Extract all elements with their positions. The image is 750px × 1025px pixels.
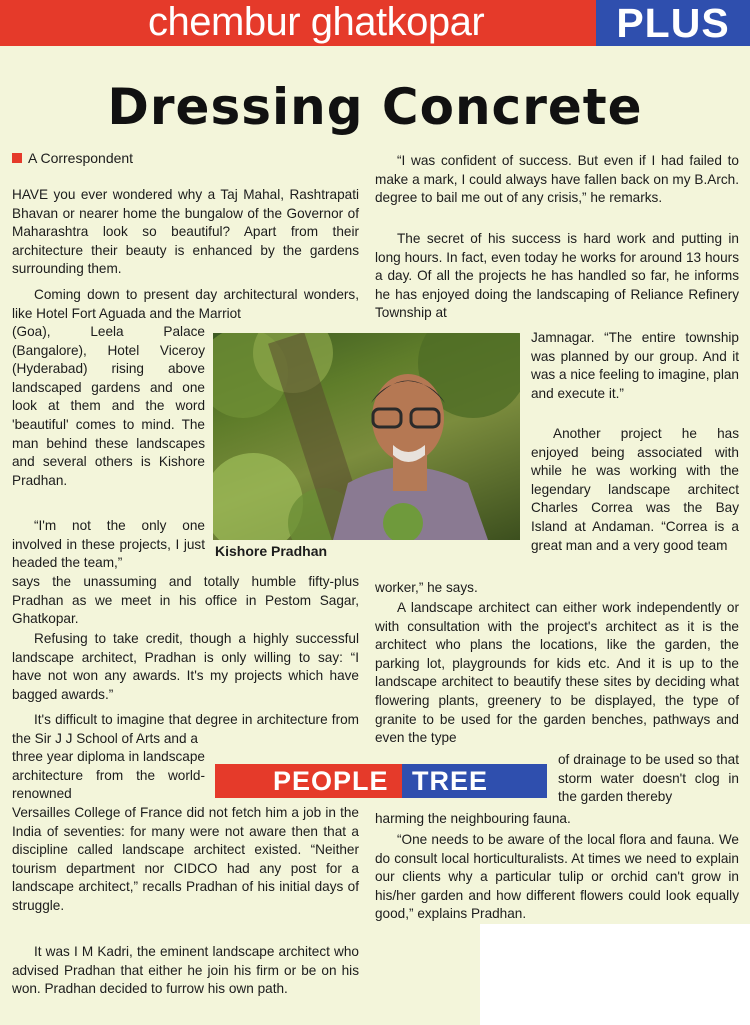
paragraph: Refusing to take credit, though a highly successful landscape architect, Pradhan is only willing to say: “I have not won any awards. It's my projects which have bagged awards.” [12, 631, 359, 702]
tag-word-people: PEOPLE [273, 766, 389, 796]
tag-word-tree: TREE [402, 764, 547, 798]
paragraph: A landscape architect can either work independently or with consultation with the project's architect as it is the architect who plans the locations, like the garden, the parking lot, playgrounds for kids etc. And it is up to the landscape architect to beautify these sites by deciding what flowering plants, greenery to be displayed, the type of granite to be used for the garden benches, pathways and even the type [375, 600, 739, 746]
white-patch [480, 924, 750, 1025]
paragraph: The secret of his success is hard work and putting in long hours. In fact, even today he works for around 13 hours a day. Of all the projects he has handled so far, he informs he has enjoyed doing the landscaping of Reliance Refinery Township at [375, 231, 739, 321]
red-square-bullet [12, 153, 22, 163]
paragraph: Another project he has enjoyed being associated with while he was working with the legendary landscape architect Charles Correa was the Bay Island at Andaman. “Correa is a great man and a very good team [531, 426, 739, 553]
paragraph: HAVE you ever wondered why a Taj Mahal, Rashtrapati Bhavan or nearer home the bungalow of the Governor of Maharashtra look so beautiful? Apart from their architecture their beauty is enhanced by the gardens surrounding them. [12, 187, 359, 277]
paragraph: “I'm not the only one involved in these projects, I just headed the team,” [12, 518, 205, 571]
plus-label: PLUS [596, 0, 750, 46]
paragraph: It's difficult to imagine that degree in architecture from the Sir J J School of Arts and a [12, 712, 359, 746]
section-banner [0, 0, 750, 46]
portrait-illustration [213, 333, 520, 540]
paragraph: It was I M Kadri, the eminent landscape architect who advised Pradhan that either he join his firm or be on his won. Pradhan decided to furrow his own path. [12, 944, 359, 997]
paragraph: of drainage to be used so that storm water doesn't clog in the garden thereby [558, 752, 739, 805]
byline [12, 150, 133, 166]
paragraph: harming the neighbouring fauna. [375, 811, 571, 826]
paragraph: “I was confident of success. But even if I had failed to make a mark, I could always have fallen back on my B.Arch. degree to bail me out of any crisis,” he remarks. [375, 153, 739, 206]
portrait-photo [213, 333, 520, 540]
paragraph: “One needs to be aware of the local flora and fauna. We do consult local horticulturalists. At times we need to explain our clients why a particular tulip or orchid can't grow in his/her garden and how different flowers could look equally good,” explains Pradhan. [375, 832, 739, 922]
paragraph: worker,” he says. [375, 580, 478, 595]
paragraph: Coming down to present day architectural wonders, like Hotel Fort Aguada and the Marriot [12, 287, 359, 321]
paragraph: three year diploma in landscape architecture from the world-renowned [12, 749, 205, 802]
paragraph: Versailles College of France did not fetch him a job in the India of seventies: for many were not aware then that a discipline called landscape architect existed. “Neither tourism department nor CIDCO had any post for a landscape architect,” recalls Pradhan of his initial days of struggle. [12, 805, 359, 913]
byline-text: A Correspondent [28, 150, 134, 166]
paragraph: says the unassuming and totally humble fifty-plus Pradhan as we meet in his office in Pestom Sagar, Ghatkopar. [12, 574, 359, 627]
photo-caption: Kishore Pradhan [215, 543, 328, 559]
paragraph: Jamnagar. “The entire township was planned by our group. And it was a nice feeling to imagine, plan and execute it.” [531, 330, 739, 401]
headline: Dressing Concrete [107, 78, 643, 136]
paragraph: (Goa), Leela Palace (Bangalore), Hotel Viceroy (Hyderabad) rising above landscaped gardens and one look at them and the word 'beautiful' comes to mind. The man behind these landscapes and several others is Kishore Pradhan. [12, 324, 205, 488]
people-tree-tag [215, 764, 547, 798]
section-title: chembur ghatkopar [148, 0, 485, 44]
